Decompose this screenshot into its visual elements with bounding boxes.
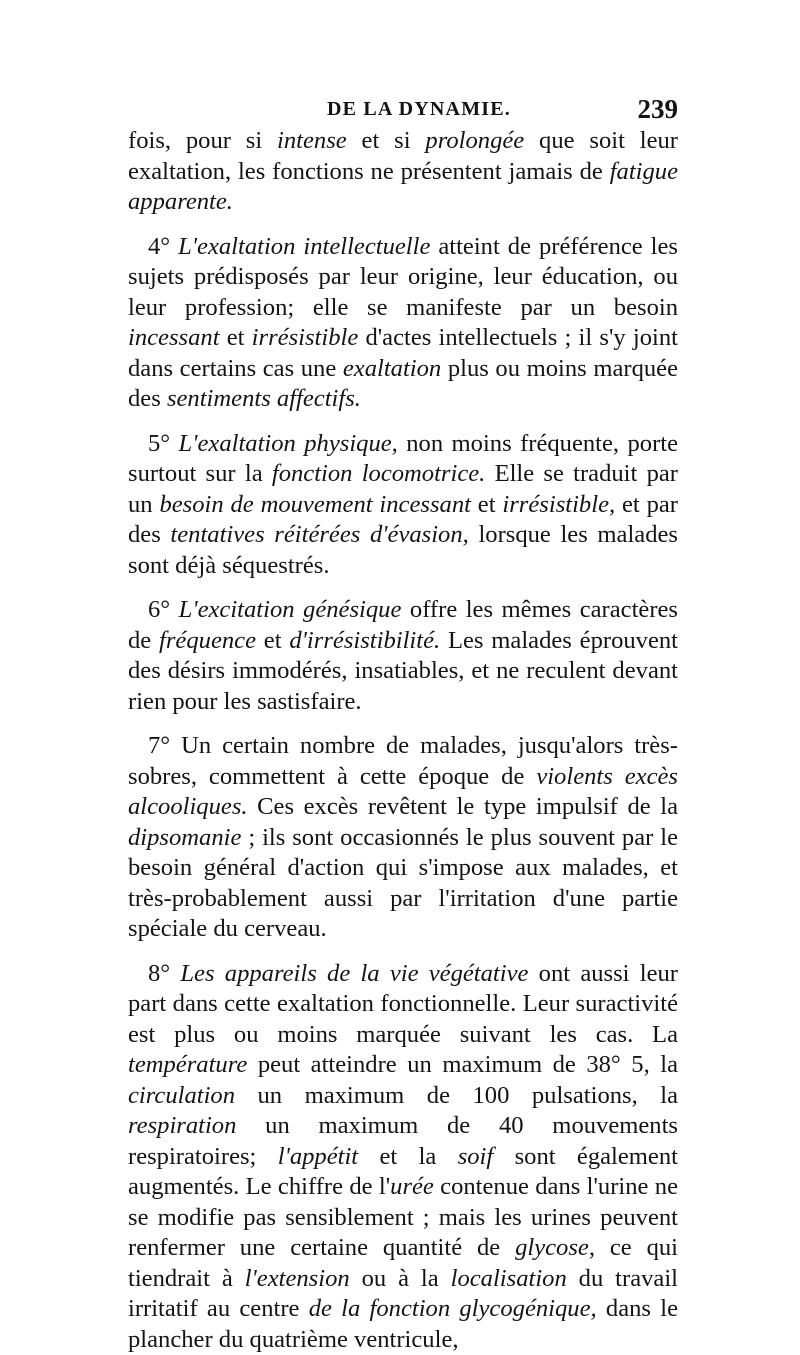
italic-run: l'appétit bbox=[278, 1143, 358, 1170]
italic-run: fonction locomotrice. bbox=[272, 460, 485, 487]
text-run: Les malades éprouvent des désirs immodérés, insatiables, et ne reculent devant rien pour les sastisfaire. bbox=[128, 627, 678, 715]
italic-run: sentiments affectifs. bbox=[167, 385, 361, 412]
italic-run: de la fonction glycogénique, bbox=[309, 1295, 597, 1322]
text-run: que soit leur exaltation, les fonctions ne présentent jamais de bbox=[128, 127, 678, 185]
text-run: du travail irritatif au centre bbox=[128, 1265, 678, 1323]
italic-run: L'excitation génésique bbox=[179, 596, 402, 623]
text-run: non moins fréquente, porte surtout sur la bbox=[128, 430, 678, 488]
italic-run: prolongée bbox=[425, 127, 524, 154]
italic-run: incessant bbox=[128, 324, 220, 351]
text-run: un maximum de 100 pulsations, la bbox=[235, 1082, 678, 1109]
text-run: fois, pour si bbox=[128, 127, 277, 154]
italic-run: L'exaltation intellectuelle bbox=[178, 233, 430, 260]
text-run: 4° bbox=[148, 233, 178, 260]
text-run: et bbox=[220, 324, 252, 351]
italic-run: d'irrésistibilité. bbox=[289, 627, 440, 654]
text-run: 5° bbox=[148, 430, 179, 457]
paragraph-8-vegetative-apparatus bbox=[128, 959, 678, 1355]
italic-run: L'exaltation physique, bbox=[179, 430, 398, 457]
text-run: 7° Un certain nombre de malades, jusqu'alors très-sobres, commettent à cette époque de bbox=[128, 732, 678, 790]
text-run: ou à la bbox=[350, 1265, 451, 1292]
text-run: d'actes intellectuels ; il s'y joint dans certains cas une bbox=[128, 324, 678, 382]
paragraph-7-alcoholic-excess bbox=[128, 731, 678, 945]
italic-run: urée bbox=[390, 1173, 434, 1200]
running-head bbox=[130, 94, 678, 128]
italic-run: intense bbox=[277, 127, 347, 154]
text-run: et bbox=[471, 491, 502, 518]
text-run: 8° bbox=[148, 960, 180, 987]
text-run: et la bbox=[358, 1143, 458, 1170]
italic-run: irrésistible, bbox=[502, 491, 615, 518]
paragraph-continuation bbox=[128, 126, 678, 218]
text-run: et par des bbox=[128, 491, 678, 549]
text-run: et bbox=[256, 627, 289, 654]
page-number: 239 bbox=[638, 94, 679, 125]
italic-run: tentatives réitérées d'évasion, bbox=[170, 521, 468, 548]
italic-run: respiration bbox=[128, 1112, 236, 1139]
text-run: et si bbox=[347, 127, 426, 154]
italic-run: l'extension bbox=[245, 1265, 350, 1292]
paragraph-6-genesic-excitation bbox=[128, 595, 678, 717]
italic-run: localisation bbox=[451, 1265, 567, 1292]
text-run: sont également augmentés. Le chiffre de l' bbox=[128, 1143, 678, 1201]
text-run: Elle se traduit par un bbox=[128, 460, 678, 518]
text-run: atteint de préférence les sujets prédisposés par leur origine, leur éducation, ou leur profession; elle se manifeste par un besoin bbox=[128, 233, 678, 321]
text-run: 6° bbox=[148, 596, 179, 623]
text-run: lorsque les malades sont déjà séquestrés. bbox=[128, 521, 678, 579]
italic-run: soif bbox=[458, 1143, 494, 1170]
text-run: contenue dans l'urine ne se modifie pas sensiblement ; mais les urines peuvent renfermer une certaine quantité de bbox=[128, 1173, 678, 1261]
paragraph-5-physical-exaltation bbox=[128, 429, 678, 582]
italic-run: violents excès alcooliques. bbox=[128, 763, 678, 821]
running-title: DE LA DYNAMIE. bbox=[160, 98, 678, 121]
italic-run: Les appareils de la vie végétative bbox=[180, 960, 528, 987]
text-run: dans le plancher du quatrième ventricule, bbox=[128, 1295, 678, 1353]
italic-run: fatigue apparente. bbox=[128, 158, 678, 216]
text-run: Ces excès revêtent le type impulsif de la bbox=[248, 793, 678, 820]
italic-run: température bbox=[128, 1051, 247, 1078]
italic-run: fréquence bbox=[159, 627, 256, 654]
text-run: un maximum de 40 mouvements respiratoires; bbox=[128, 1112, 678, 1170]
italic-run: circulation bbox=[128, 1082, 235, 1109]
italic-run: irrésistible bbox=[252, 324, 359, 351]
text-run: ont aussi leur part dans cette exaltation fonctionnelle. Leur suractivité est plus ou moins marquée suivant les cas. La bbox=[128, 960, 678, 1048]
text-run: peut atteindre un maximum de 38° 5, la bbox=[247, 1051, 678, 1078]
text-run: ce qui tiendrait à bbox=[128, 1234, 678, 1292]
paragraph-4-intellectual-exaltation bbox=[128, 232, 678, 415]
text-run: plus ou moins marquée des bbox=[128, 355, 678, 413]
italic-run: exaltation bbox=[343, 355, 441, 382]
italic-run: dipsomanie bbox=[128, 824, 241, 851]
body-text bbox=[128, 126, 678, 1355]
italic-run: besoin de mouvement incessant bbox=[159, 491, 471, 518]
text-run: ; ils sont occasionnés le plus souvent par le besoin général d'action qui s'impose aux malades, et très-probablement aussi par l'irritation d'une partie spéciale du cerveau. bbox=[128, 824, 678, 943]
italic-run: glycose, bbox=[515, 1234, 595, 1261]
text-run: offre les mêmes caractères de bbox=[128, 596, 678, 654]
